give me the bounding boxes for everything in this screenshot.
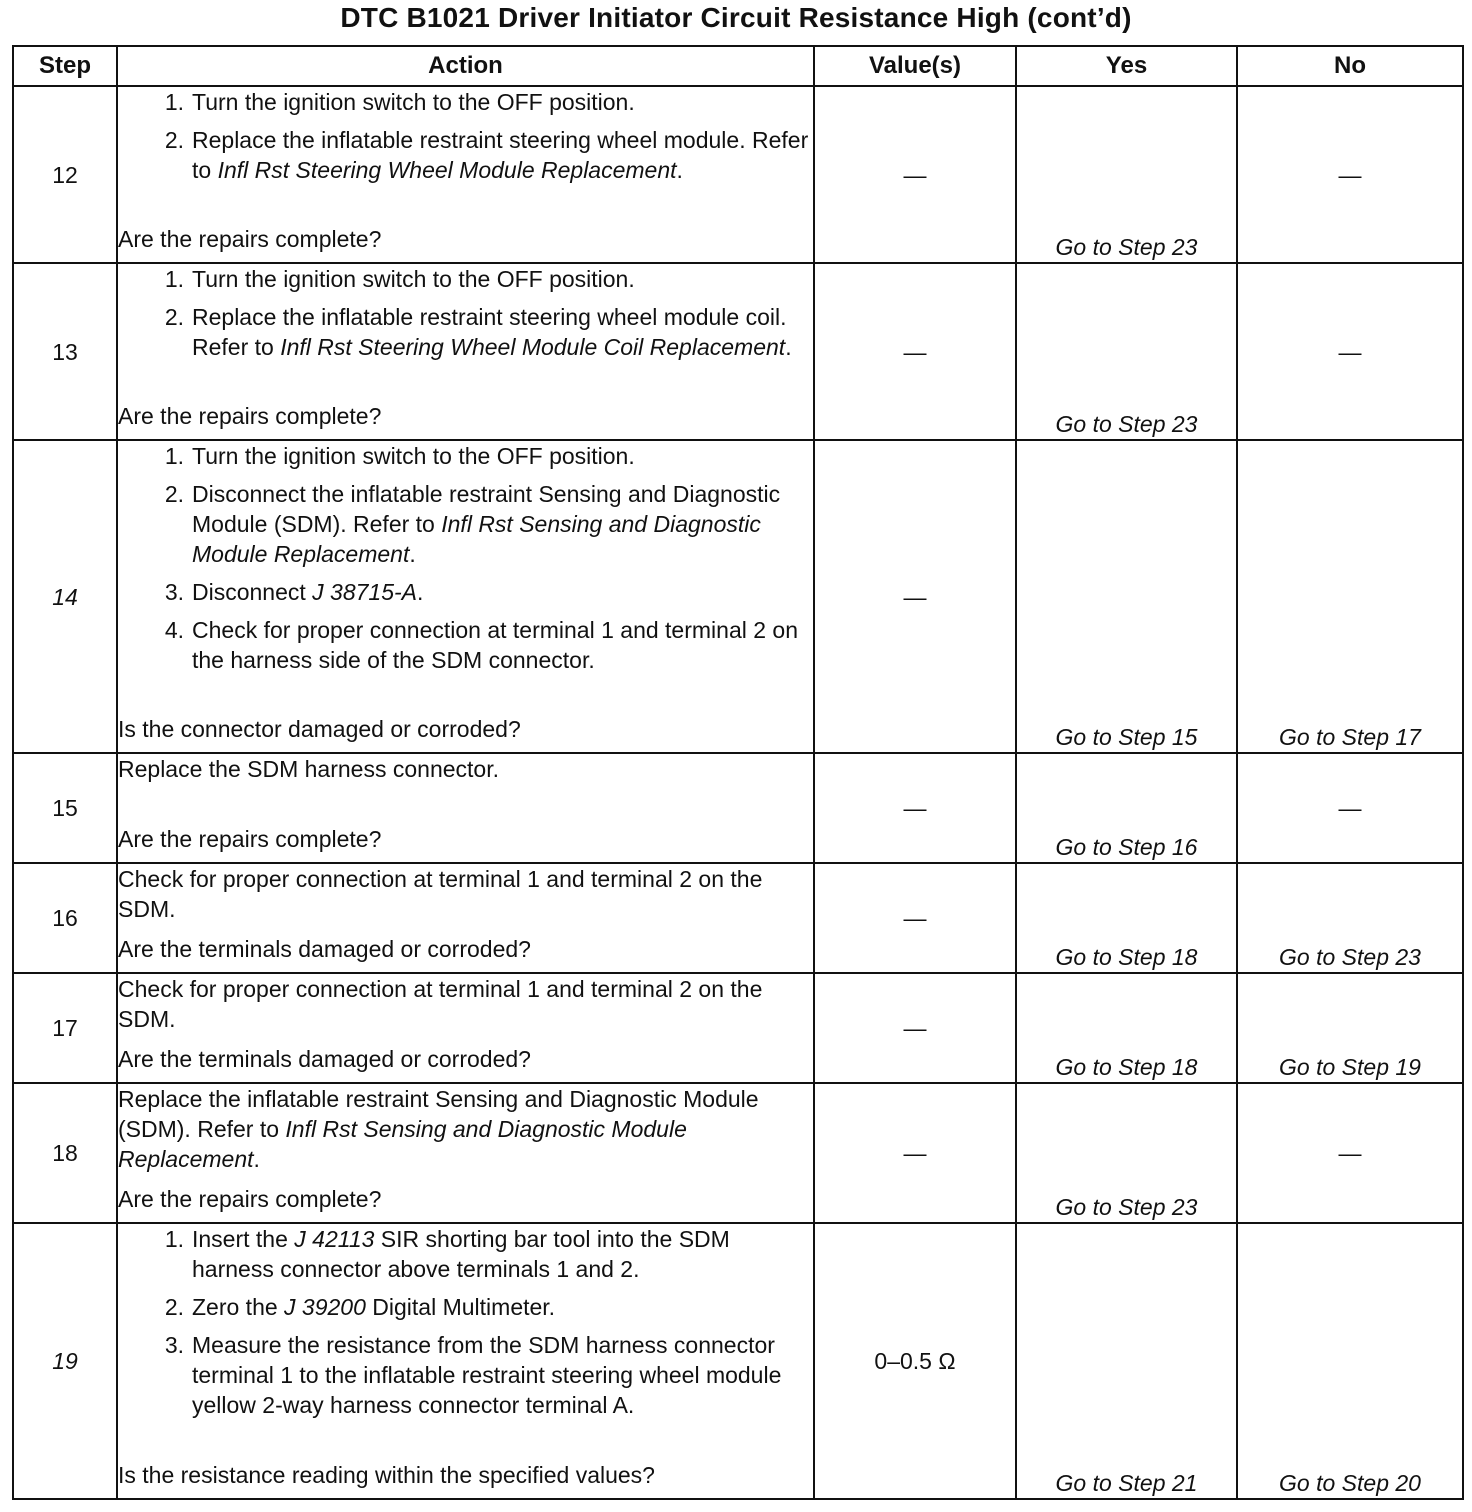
action-text: Replace the SDM harness connector. bbox=[118, 756, 499, 782]
list-item bbox=[118, 1330, 813, 1420]
list-item bbox=[118, 441, 813, 471]
list-item bbox=[118, 1292, 813, 1322]
value-cell: 0–0.5 Ω bbox=[814, 1223, 1016, 1499]
header-step: Step bbox=[13, 46, 117, 86]
item-text: Turn the ignition switch to the OFF position. bbox=[192, 89, 635, 115]
table-row bbox=[13, 86, 1463, 263]
action-text bbox=[118, 1084, 813, 1174]
value-cell: — bbox=[814, 263, 1016, 440]
item-text-main: Disconnect bbox=[192, 579, 313, 605]
tool-reference: J 42113 bbox=[294, 1226, 375, 1252]
item-number: 1. bbox=[164, 266, 184, 292]
no-cell: — bbox=[1237, 263, 1463, 440]
item-text: Check for proper connection at terminal 1 and terminal 2 on the harness side of the SDM connector. bbox=[192, 617, 798, 673]
yes-cell: Go to Step 23 bbox=[1016, 1083, 1237, 1223]
no-cell: Go to Step 17 bbox=[1237, 440, 1463, 753]
item-text-after: . bbox=[676, 157, 683, 183]
yes-cell: Go to Step 23 bbox=[1016, 86, 1237, 263]
value-cell: — bbox=[814, 863, 1016, 973]
item-text bbox=[192, 1292, 813, 1322]
question-text: Are the repairs complete? bbox=[118, 403, 382, 429]
item-text-after: Digital Multimeter. bbox=[365, 1294, 556, 1320]
item-number: 3. bbox=[164, 579, 184, 605]
no-cell: Go to Step 20 bbox=[1237, 1223, 1463, 1499]
item-text: Turn the ignition switch to the OFF position. bbox=[192, 266, 635, 292]
action-text: Check for proper connection at terminal 1 and terminal 2 on the SDM. bbox=[118, 976, 763, 1032]
item-text-main: Replace the inflatable restraint steering wheel module. Refer to bbox=[192, 127, 809, 183]
header-no: No bbox=[1237, 46, 1463, 86]
header-action: Action bbox=[117, 46, 814, 86]
item-text bbox=[192, 479, 813, 569]
action-cell bbox=[117, 753, 814, 863]
no-cell: Go to Step 19 bbox=[1237, 973, 1463, 1083]
item-number: 1. bbox=[164, 89, 184, 115]
action-cell bbox=[117, 1083, 814, 1223]
table-row bbox=[13, 440, 1463, 753]
item-number: 2. bbox=[164, 481, 184, 507]
item-text bbox=[192, 302, 813, 362]
item-text: Turn the ignition switch to the OFF position. bbox=[192, 443, 635, 469]
list-item bbox=[118, 125, 813, 185]
header-values: Value(s) bbox=[814, 46, 1016, 86]
list-item bbox=[118, 87, 813, 117]
item-text bbox=[192, 125, 813, 185]
question-text: Are the terminals damaged or corroded? bbox=[118, 936, 531, 962]
item-number: 1. bbox=[164, 1226, 184, 1252]
question-text: Is the connector damaged or corroded? bbox=[118, 716, 521, 742]
table-row bbox=[13, 1083, 1463, 1223]
table-row bbox=[13, 753, 1463, 863]
action-cell bbox=[117, 263, 814, 440]
item-number: 2. bbox=[164, 304, 184, 330]
question-text: Is the resistance reading within the specified values? bbox=[118, 1462, 655, 1488]
question-text: Are the repairs complete? bbox=[118, 826, 382, 852]
action-cell bbox=[117, 973, 814, 1083]
yes-cell: Go to Step 16 bbox=[1016, 753, 1237, 863]
value-cell: — bbox=[814, 973, 1016, 1083]
table-row bbox=[13, 973, 1463, 1083]
step-number: 12 bbox=[13, 86, 117, 263]
table-row bbox=[13, 863, 1463, 973]
no-cell: Go to Step 23 bbox=[1237, 863, 1463, 973]
list-item bbox=[118, 479, 813, 569]
item-text bbox=[192, 577, 813, 607]
action-text-main: Replace the inflatable restraint Sensing and Diagnostic Module (SDM). Refer to bbox=[118, 1086, 759, 1142]
item-text-after: . bbox=[785, 334, 792, 360]
item-text-after: SIR shorting bar tool into the SDM harness connector above terminals 1 and 2. bbox=[192, 1226, 730, 1282]
action-text-after: . bbox=[253, 1146, 260, 1172]
reference-link: Infl Rst Steering Wheel Module Replacement bbox=[217, 157, 677, 183]
value-cell: — bbox=[814, 1083, 1016, 1223]
reference-link: Infl Rst Steering Wheel Module Coil Replacement bbox=[280, 334, 786, 360]
no-cell: — bbox=[1237, 86, 1463, 263]
yes-cell: Go to Step 23 bbox=[1016, 263, 1237, 440]
yes-cell: Go to Step 21 bbox=[1016, 1223, 1237, 1499]
item-number: 2. bbox=[164, 127, 184, 153]
action-cell bbox=[117, 86, 814, 263]
header-row bbox=[13, 46, 1463, 86]
item-text: Measure the resistance from the SDM harness connector terminal 1 to the inflatable restraint steering wheel module yellow 2-way harness connector terminal A. bbox=[192, 1332, 782, 1418]
action-cell bbox=[117, 440, 814, 753]
no-cell: — bbox=[1237, 753, 1463, 863]
step-number: 15 bbox=[13, 753, 117, 863]
action-cell bbox=[117, 1223, 814, 1499]
step-number: 16 bbox=[13, 863, 117, 973]
yes-cell: Go to Step 18 bbox=[1016, 973, 1237, 1083]
item-text-after: . bbox=[409, 541, 416, 567]
item-text bbox=[192, 1224, 813, 1284]
action-cell bbox=[117, 863, 814, 973]
value-cell: — bbox=[814, 440, 1016, 753]
tool-reference: J 38715-A bbox=[312, 579, 418, 605]
diagnostic-table bbox=[12, 45, 1464, 1500]
page-title: DTC B1021 Driver Initiator Circuit Resistance High (cont’d) bbox=[340, 2, 1132, 33]
value-cell: — bbox=[814, 753, 1016, 863]
item-number: 4. bbox=[164, 617, 184, 643]
item-text-after: . bbox=[417, 579, 424, 605]
value-cell: — bbox=[814, 86, 1016, 263]
step-number: 19 bbox=[13, 1223, 117, 1499]
list-item bbox=[118, 264, 813, 294]
list-item bbox=[118, 615, 813, 675]
no-cell: — bbox=[1237, 1083, 1463, 1223]
question-text: Are the terminals damaged or corroded? bbox=[118, 1046, 531, 1072]
yes-cell: Go to Step 18 bbox=[1016, 863, 1237, 973]
reference-link: Infl Rst Sensing and Diagnostic Module Replacement bbox=[118, 1116, 687, 1172]
item-text-main: Replace the inflatable restraint steering wheel module coil. Refer to bbox=[192, 304, 787, 360]
list-item bbox=[118, 577, 813, 607]
list-item bbox=[118, 302, 813, 362]
step-number: 17 bbox=[13, 973, 117, 1083]
tool-reference: J 39200 bbox=[284, 1294, 366, 1320]
question-text: Are the repairs complete? bbox=[118, 226, 382, 252]
action-text: Check for proper connection at terminal 1 and terminal 2 on the SDM. bbox=[118, 866, 763, 922]
table-row bbox=[13, 1223, 1463, 1499]
step-number: 14 bbox=[13, 440, 117, 753]
item-number: 3. bbox=[164, 1332, 184, 1358]
item-text-main: Disconnect the inflatable restraint Sensing and Diagnostic Module (SDM). Refer to bbox=[192, 481, 781, 537]
item-text-main: Insert the bbox=[192, 1226, 295, 1252]
question-text: Are the repairs complete? bbox=[118, 1186, 382, 1212]
header-yes: Yes bbox=[1016, 46, 1237, 86]
item-text-main: Zero the bbox=[192, 1294, 285, 1320]
item-number: 1. bbox=[164, 443, 184, 469]
yes-cell: Go to Step 15 bbox=[1016, 440, 1237, 753]
step-number: 18 bbox=[13, 1083, 117, 1223]
list-item bbox=[118, 1224, 813, 1284]
reference-link: Infl Rst Sensing and Diagnostic Module Replacement bbox=[192, 511, 761, 567]
table-row bbox=[13, 263, 1463, 440]
step-number: 13 bbox=[13, 263, 117, 440]
item-number: 2. bbox=[164, 1294, 184, 1320]
